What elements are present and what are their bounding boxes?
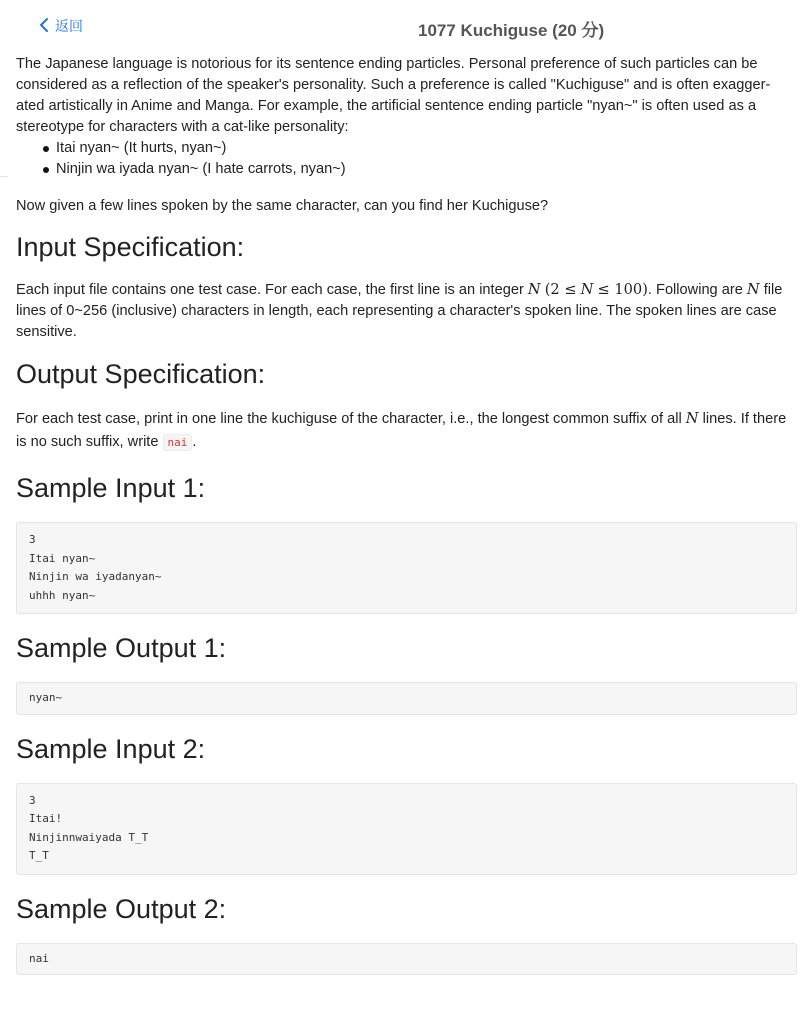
- sample-code-block: 3 Itai nyan~ Ninjin wa iyadanyan~ uhhh nyan~: [16, 522, 797, 614]
- sample-code-block: nai: [16, 943, 797, 976]
- math-var: N: [527, 281, 541, 298]
- math-range-close: ≤ 100): [597, 281, 648, 298]
- math-var: N: [580, 281, 594, 298]
- output-spec-text: [16, 407, 797, 454]
- back-button[interactable]: [38, 16, 83, 36]
- input-spec-part: Each input file contains one test case. For each case, the first line is an integer: [16, 282, 524, 298]
- list-item: Itai nyan~ (It hurts, nyan~): [56, 138, 797, 159]
- page-title: 1077 Kuchiguse (20 分): [418, 21, 605, 40]
- sample-code-block: 3 Itai! Ninjinnwaiyada T_T T_T: [16, 783, 797, 875]
- input-spec-heading: Input Specification:: [16, 232, 245, 262]
- problem-question: Now given a few lines spoken by the same character, can you find her Kuchiguse?: [16, 198, 549, 214]
- inline-code: nai: [163, 434, 193, 451]
- output-spec-part: For each test case, print in one line the kuchiguse of the character, i.e., the longest common suffix of all: [16, 411, 682, 427]
- sample-heading: Sample Output 2:: [16, 893, 227, 924]
- example-list: [16, 138, 797, 180]
- input-spec-text: [16, 279, 797, 343]
- input-spec-part: . Following are: [647, 282, 743, 298]
- back-label: 返回: [55, 18, 83, 34]
- list-item: Ninjin wa iyada nyan~ (I hate carrots, nyan~): [56, 159, 797, 180]
- header: [16, 0, 797, 54]
- math-range-open: (2 ≤: [544, 281, 577, 298]
- divider: [0, 176, 8, 177]
- chevron-left-icon: [38, 17, 50, 36]
- sample-code-block: nyan~: [16, 682, 797, 715]
- input-spec-part: file lines of 0~256 (inclusive) characters in length, each representing a character's spoken line. The spoken lines are case sensitive.: [16, 282, 783, 340]
- math-var: N: [746, 281, 760, 298]
- sample-heading: Sample Input 2:: [16, 733, 206, 764]
- output-spec-part: lines. If there is no such suffix, write: [16, 411, 787, 450]
- output-spec-part: .: [192, 434, 197, 450]
- sample-heading: Sample Input 1:: [16, 473, 206, 503]
- sample-heading: Sample Output 1:: [16, 633, 227, 663]
- problem-content: [16, 54, 797, 975]
- problem-intro: The Japanese language is notorious for its sentence ending particles. Personal preference of such particles can be considered as a reflection of the speaker's personality. Such a preference is called "Kuchiguse" and is often exagger-ated artistically in Anime and Manga. For example, the artificial sentence ending particle "nyan~" is often used as a stereotype for characters with a cat-like personality:: [16, 56, 771, 135]
- output-spec-heading: Output Specification:: [16, 359, 266, 389]
- math-var: N: [685, 410, 699, 427]
